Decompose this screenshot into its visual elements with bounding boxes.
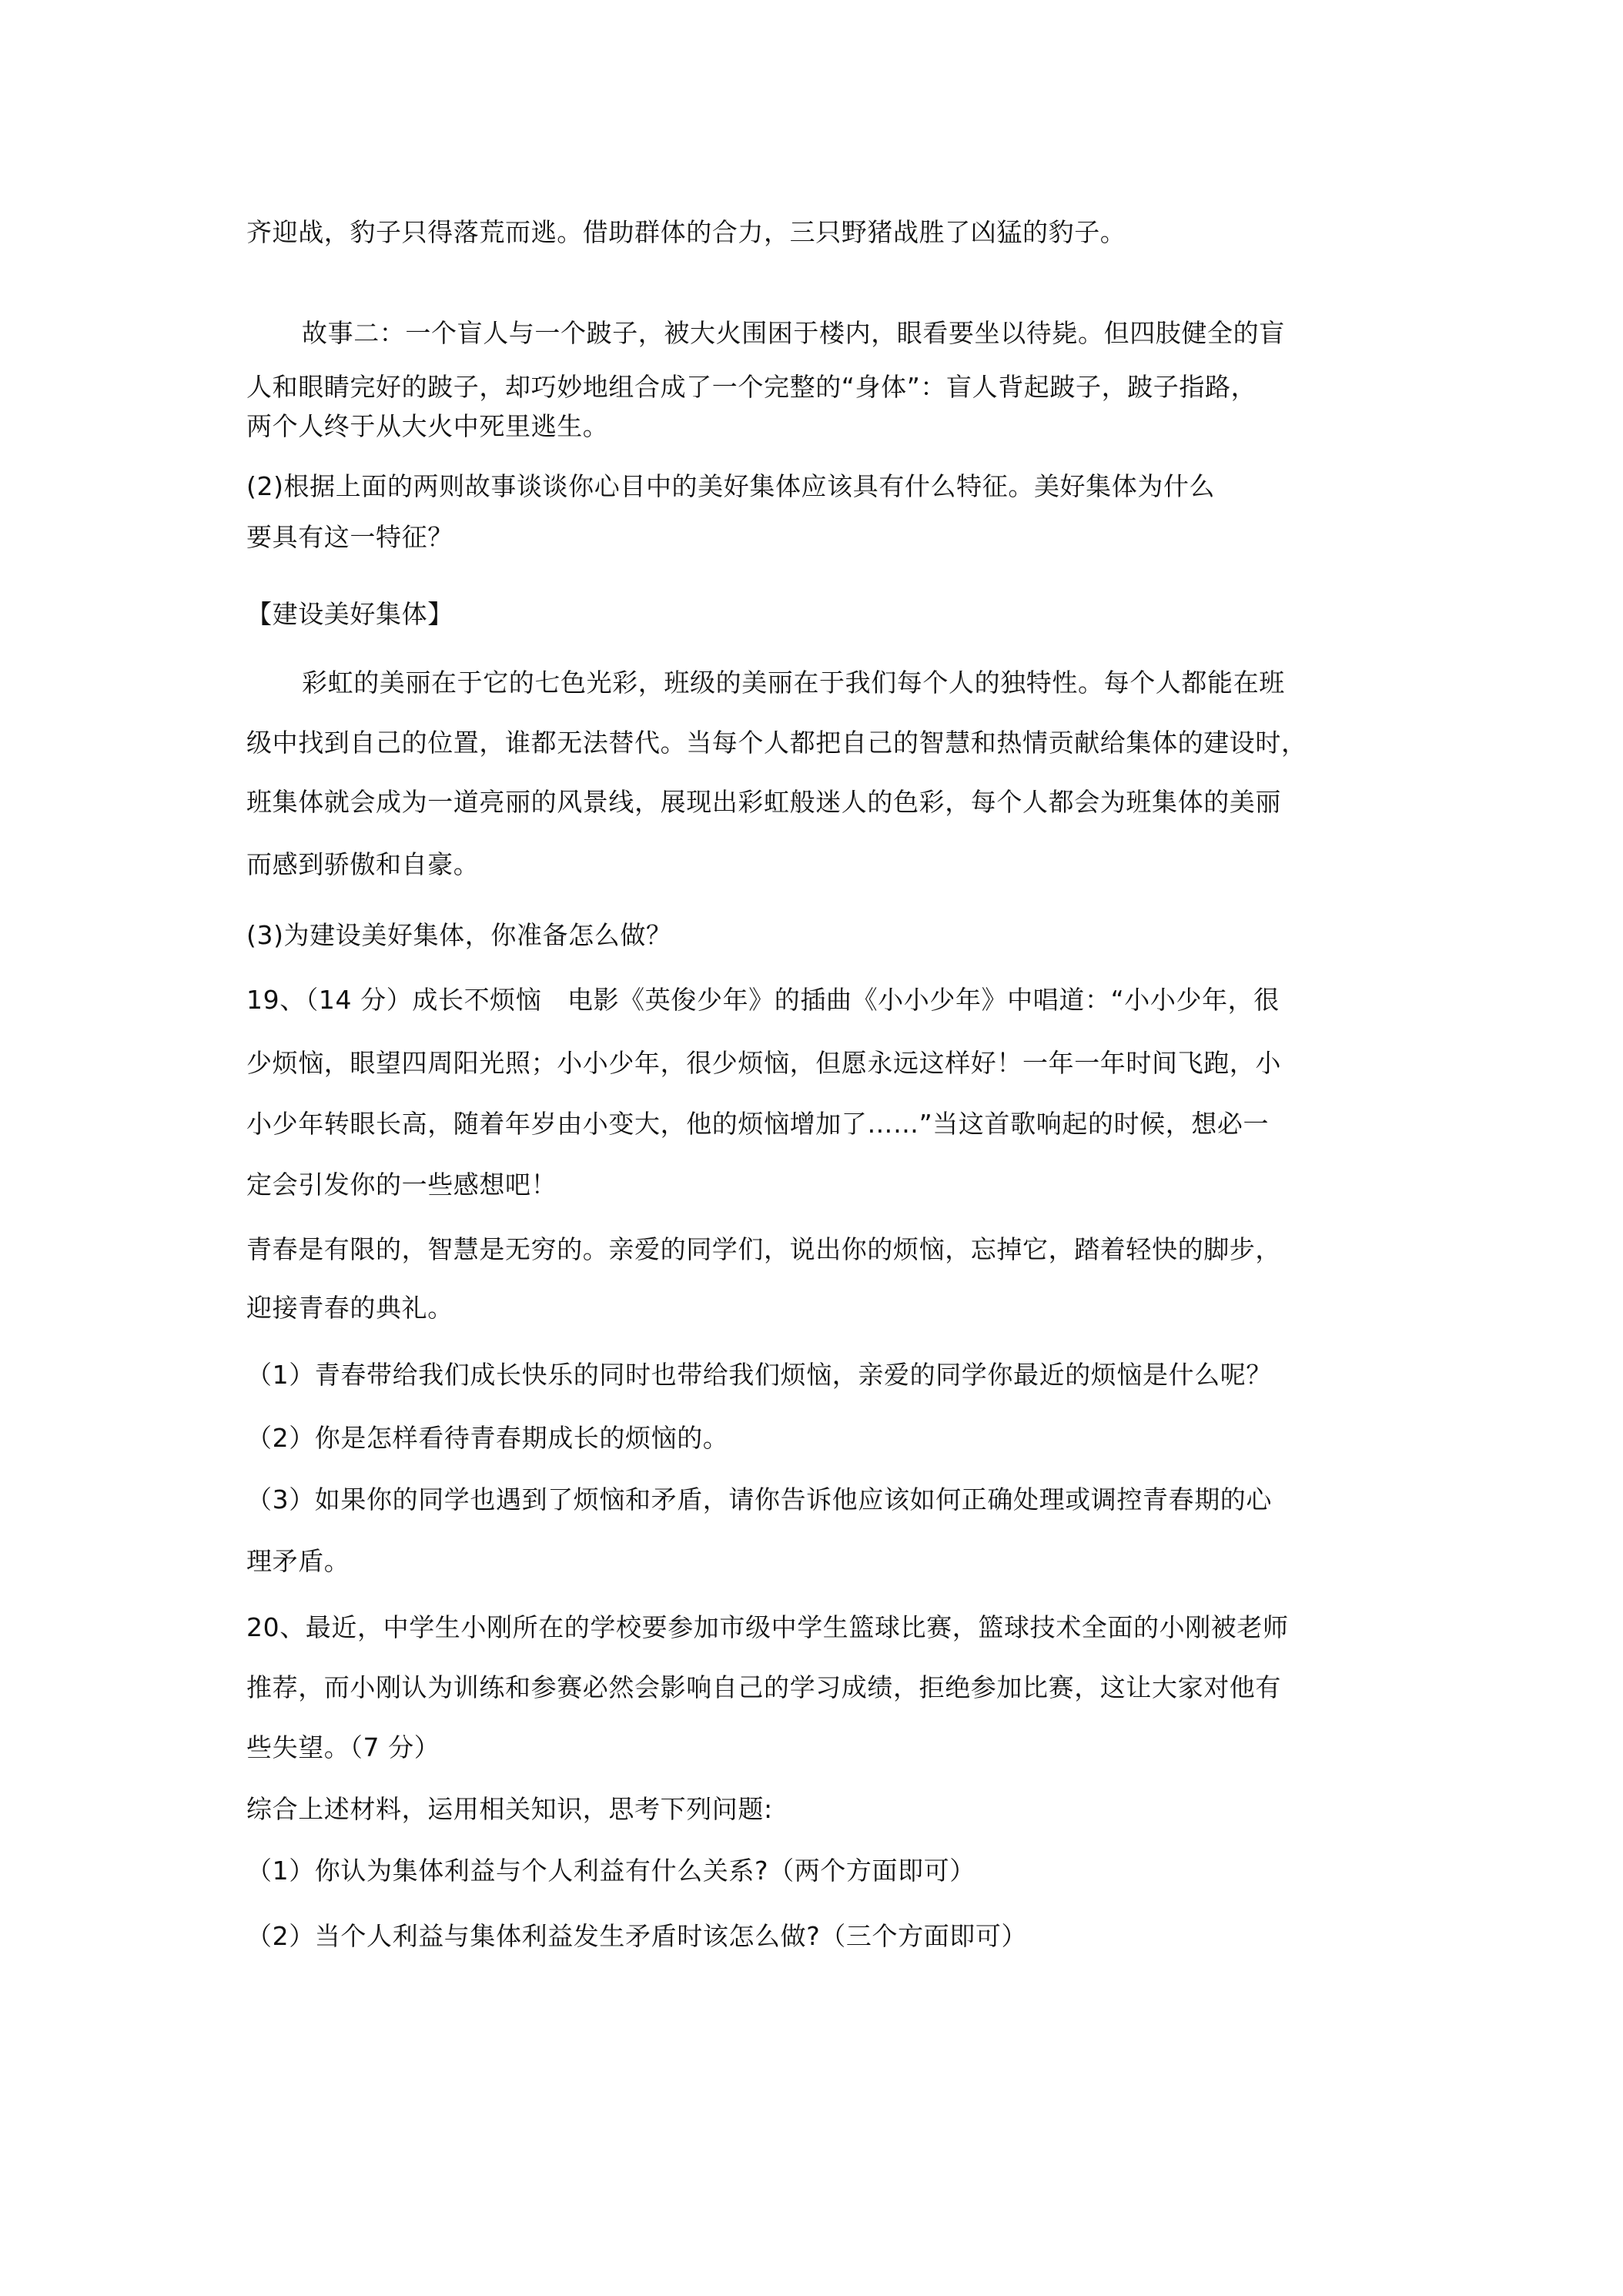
text-line: 理矛盾。 bbox=[246, 1546, 350, 1576]
text-line: 故事二：一个盲人与一个跛子，被大火围困于楼内，眼看要坐以待毙。但四肢健全的盲 bbox=[302, 318, 1285, 348]
text-line: 些失望。（7 分） bbox=[246, 1732, 440, 1762]
text-line: 班集体就会成为一道亮丽的风景线，展现出彩虹般迷人的色彩，每个人都会为班集体的美丽 bbox=[246, 787, 1281, 817]
text-line: (3)为建设美好集体，你准备怎么做？ bbox=[246, 920, 672, 950]
text-line: 迎接青春的典礼。 bbox=[246, 1293, 453, 1323]
text-line: 级中找到自己的位置，谁都无法替代。当每个人都把自己的智慧和热情贡献给集体的建设时， bbox=[246, 728, 1307, 758]
text-line: 要具有这一特征？ bbox=[246, 522, 453, 552]
text-line: 少烦恼，眼望四周阳光照；小小少年，很少烦恼，但愿永远这样好！一年一年时间飞跑，小 bbox=[246, 1048, 1281, 1078]
text-line: 齐迎战，豹子只得落荒而逃。借助群体的合力，三只野猪战胜了凶猛的豹子。 bbox=[246, 217, 1126, 247]
text-line: (2)根据上面的两则故事谈谈你心目中的美好集体应该具有什么特征。美好集体为什么 bbox=[246, 471, 1216, 501]
text-line: （2）你是怎样看待青春期成长的烦恼的。 bbox=[246, 1423, 729, 1453]
text-line: 19、（14 分）成长不烦恼 电影《英俊少年》的插曲《小小少年》中唱道：“小小少年，很 bbox=[246, 985, 1280, 1015]
text-line: 20、最近，中学生小刚所在的学校要参加市级中学生篮球比赛，篮球技术全面的小刚被老师 bbox=[246, 1612, 1289, 1642]
text-line: 而感到骄傲和自豪。 bbox=[246, 849, 480, 879]
text-line: 定会引发你的一些感想吧！ bbox=[246, 1170, 557, 1200]
text-line: 小少年转眼长高，随着年岁由小变大，他的烦恼增加了……”当这首歌响起的时候，想必一 bbox=[246, 1109, 1270, 1139]
text-line: （1）青春带给我们成长快乐的同时也带给我们烦恼，亲爱的同学你最近的烦恼是什么呢？ bbox=[246, 1360, 1272, 1390]
text-line: 综合上述材料，运用相关知识，思考下列问题: bbox=[246, 1794, 773, 1824]
text-line: （3）如果你的同学也遇到了烦恼和矛盾，请你告诉他应该如何正确处理或调控青春期的心 bbox=[246, 1484, 1272, 1514]
section-heading: 【建设美好集体】 bbox=[246, 599, 453, 629]
text-line: 青春是有限的，智慧是无穷的。亲爱的同学们，说出你的烦恼，忘掉它，踏着轻快的脚步， bbox=[246, 1234, 1281, 1264]
text-line: 推荐，而小刚认为训练和参赛必然会影响自己的学习成绩，拒绝参加比赛，这让大家对他有 bbox=[246, 1672, 1281, 1702]
text-line: 人和眼睛完好的跛子，却巧妙地组合成了一个完整的“身体”：盲人背起跛子，跛子指路， bbox=[246, 372, 1257, 402]
text-line: 彩虹的美丽在于它的七色光彩，班级的美丽在于我们每个人的独特性。每个人都能在班 bbox=[302, 668, 1285, 698]
text-line: （2）当个人利益与集体利益发生矛盾时该怎么做?（三个方面即可） bbox=[246, 1921, 1028, 1951]
text-line: （1）你认为集体利益与个人利益有什么关系?（两个方面即可） bbox=[246, 1856, 975, 1886]
text-line: 两个人终于从大火中死里逃生。 bbox=[246, 411, 609, 441]
